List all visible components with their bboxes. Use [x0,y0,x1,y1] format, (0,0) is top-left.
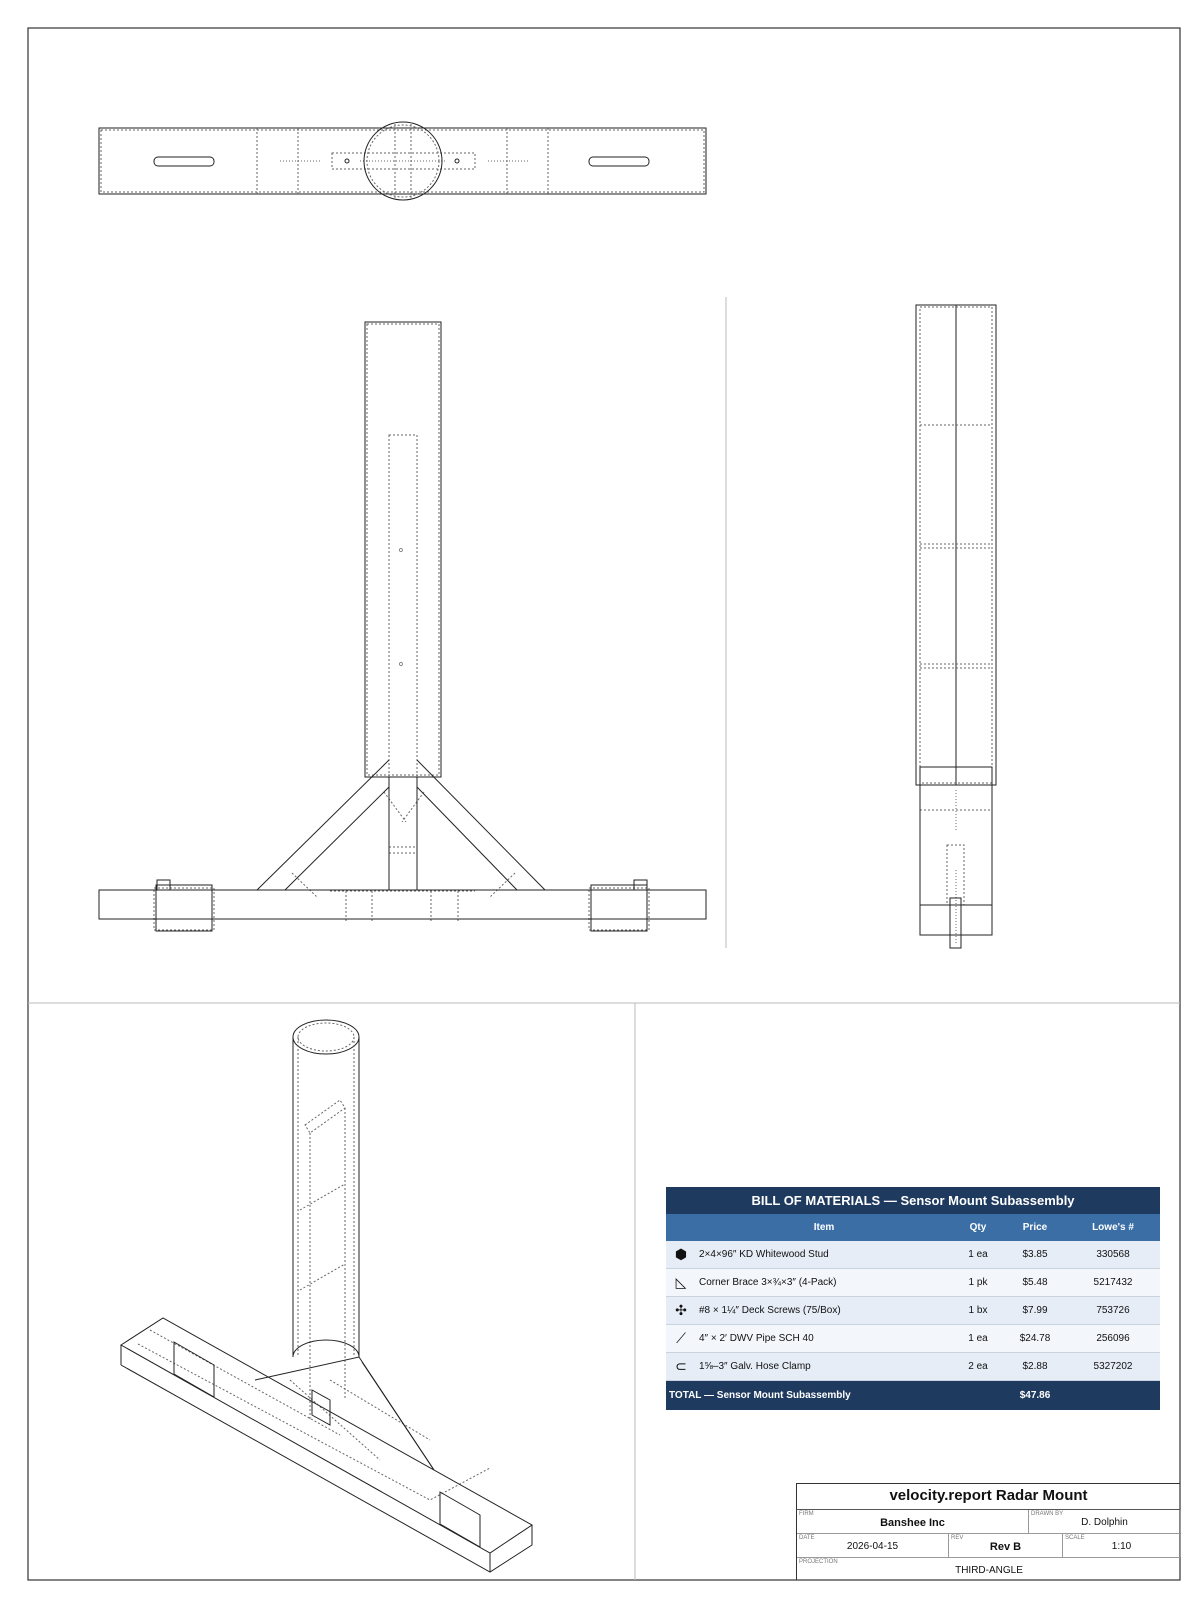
bom-item-name: 2×4×96″ KD Whitewood Stud [696,1241,952,1269]
bom-item-qty: 1 ea [952,1325,1004,1353]
bom-item-qty: 1 ea [952,1241,1004,1269]
svg-text:o: o [399,547,403,554]
bom-item-qty: 1 bx [952,1297,1004,1325]
bom-header-price: Price [1004,1214,1066,1241]
drawn-by-label: DRAWN BY [1031,1511,1064,1517]
projection-label: PROJECTION [799,1559,838,1565]
svg-text:o: o [399,661,403,668]
bom-header-row [666,1214,1160,1241]
bill-of-materials [666,1187,1160,1410]
bom-row [666,1297,1160,1325]
bom-header-qty: Qty [952,1214,1004,1241]
bom-header-sku: Lowe's # [1066,1214,1160,1241]
bom-item-sku: 330568 [1066,1241,1160,1269]
scale-value: 1:10 [1111,1541,1132,1552]
bom-item-price: $7.99 [1004,1297,1066,1325]
bom-item-sku: 753726 [1066,1297,1160,1325]
pipe-icon: ⟋ [666,1325,696,1353]
bom-total-price: $47.86 [1004,1381,1066,1411]
screws-icon: ✣ [666,1297,696,1325]
bom-item-name: 4″ × 2′ DWV Pipe SCH 40 [696,1325,952,1353]
bom-header-item: Item [696,1214,952,1241]
bom-item-name: Corner Brace 3×¾×3″ (4-Pack) [696,1269,952,1297]
bom-row [666,1241,1160,1269]
drawing-title: velocity.report Radar Mount [797,1484,1180,1510]
bom-item-price: $2.88 [1004,1353,1066,1381]
bom-item-sku: 5327202 [1066,1353,1160,1381]
rev-value: Rev B [989,1541,1022,1553]
bom-item-name: 1⅝–3″ Galv. Hose Clamp [696,1353,952,1381]
bom-item-qty: 1 pk [952,1269,1004,1297]
bom-row [666,1353,1160,1381]
bom-item-price: $24.78 [1004,1325,1066,1353]
bom-item-qty: 2 ea [952,1353,1004,1381]
side-view [916,305,996,948]
bom-item-sku: 5217432 [1066,1269,1160,1297]
front-view [99,322,706,931]
top-view [99,122,706,200]
projection-value: THIRD-ANGLE [955,1565,1023,1576]
bom-title: BILL OF MATERIALS — Sensor Mount Subassembly [751,1193,1075,1208]
date-label: DATE [799,1535,815,1541]
bom-row [666,1325,1160,1353]
bom-item-price: $5.48 [1004,1269,1066,1297]
bom-total-row [666,1381,1160,1411]
bom-item-sku: 256096 [1066,1325,1160,1353]
bom-row [666,1269,1160,1297]
bom-item-price: $3.85 [1004,1241,1066,1269]
date-value: 2026-04-15 [846,1541,899,1552]
corner-brace-icon: ◺ [666,1269,696,1297]
drawn-by-value: D. Dolphin [1081,1517,1128,1528]
bom-item-name: #8 × 1¼″ Deck Screws (75/Box) [696,1297,952,1325]
scale-label: SCALE [1065,1535,1085,1541]
firm-label: FIRM [799,1511,814,1517]
lumber-icon: ⬢ [666,1241,696,1269]
firm-value: Banshee Inc [880,1517,945,1529]
rev-label: REV [951,1535,964,1541]
isometric-view [121,1020,532,1572]
hose-clamp-icon: ⊂ [666,1353,696,1381]
bom-total-label: TOTAL — Sensor Mount Subassembly [666,1381,1004,1411]
title-block [796,1483,1180,1580]
